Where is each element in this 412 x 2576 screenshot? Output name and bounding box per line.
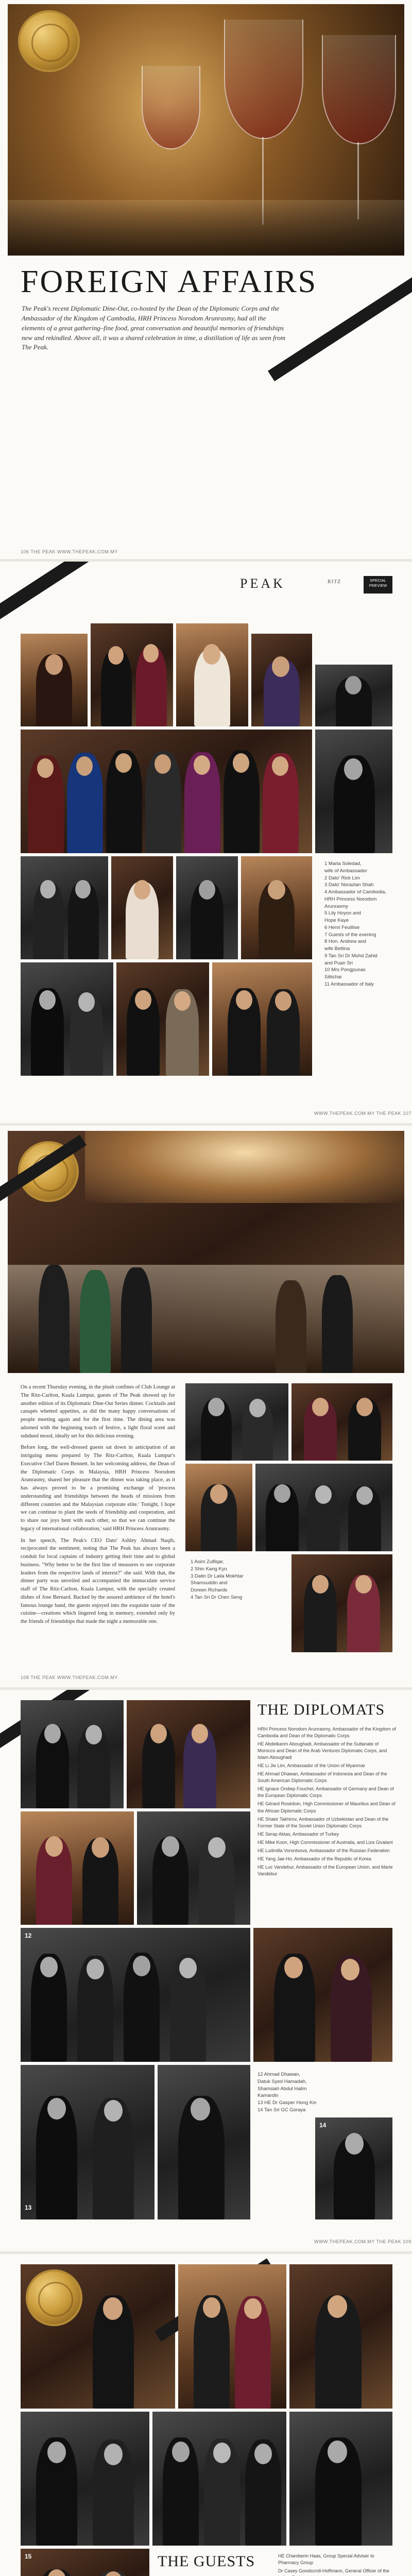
page-title: FOREIGN AFFAIRS — [21, 264, 318, 299]
article-paragraph-2: Before long, the well-dressed guests sat down in anticipation of an intriguing menu prepared by The Ritz-Carlton, Kuala Lumpur's Executive Chef Daren Bennett. In her welcoming address, the Dean of the Diplomatic Corps in Malaysia, HRH Princess Norodom Arunrasmy, shared her pleasure that the dinner was taking place, as it has always proved to be a promising exchange of 'process understanding and friendships between the heads of missions from different countries and the Malaysian corporate elite.' Tonight, I hope we can continue to plant the seeds of friendship and cooperation, and to share our joys bent with each other, so that we can continue the legacy of international collaboration,' said HRH Princess Arunrasmy. — [21, 1445, 175, 1532]
guest-photo-20 — [127, 1700, 250, 1808]
caption-block: 1 Asim Zulfiqar, 2 Shin Kang Kyu 3 Datin Dr Laila Mokhtar Shamsuddin and Doreen Richards 4 Tan Sri Dr Chen Seng — [191, 1559, 244, 1600]
guest-photo-2 — [91, 623, 173, 726]
list-item: HE Ignace Ondiep Fouchet, Ambassador of Germany and Dean of the European Diplomatic Corps — [258, 1786, 394, 1799]
article-paragraph-1: On a recent Thursday evening, in the plush confines of Club Lounge at The Ritz-Carlton, Kuala Lumpur, guests of The Peak showed up for another edition of its Diplomatic Dine-Out Series dinner. Cocktails and canapés whetted appetites, as did the many happy conversations of people meeting again and for the first time. The dining area was adorned with the beginning touch of festive, a light floral scent and subdued mood, ideally set for this delicious evening. — [21, 1384, 175, 1439]
guest-photo-23 — [21, 1928, 250, 2062]
guest-photo-24 — [253, 1928, 392, 2062]
page-folio: WWW.THEPEAK.COM.MY THE PEAK 107 — [314, 1111, 411, 1116]
caption-block: 12 Ahmad Dhawan, Datuk Syed Hamadah, Shamsiah Abdul Halim Kamardin 13 HE Dr Gasper Hong Kin 14 Tan Sri GC Goraya — [258, 2072, 317, 2113]
guest-photo-1 — [21, 634, 88, 726]
guest-photo-18 — [291, 1554, 392, 1652]
photo-number: 15 — [25, 2553, 32, 2560]
masthead-logo: PEAK — [240, 576, 285, 591]
spread-page-3 — [0, 1126, 412, 1690]
section-heading: THE DIPLOMATS — [258, 1701, 385, 1718]
guest-photo-33 — [289, 2412, 392, 2546]
guest-photo-31 — [21, 2412, 149, 2546]
list-item: HE Serap Aktas, Ambassador of Turkey — [258, 1831, 339, 1837]
guest-photo-26 — [158, 2065, 250, 2219]
guest-photo-7 — [21, 856, 108, 959]
guest-photo-28 — [21, 2264, 175, 2409]
article-body — [21, 1383, 175, 1630]
article-paragraph-3: In her speech, The Peak's CEO Dato' Ashley Ahmad Naqib, reciprocated the sentiment, noting that The Peak has always been a conduit for local captains of industry getting their time and to global business. "Why better to be the first line of measures to see corporate leaders from the respective lands of interest?" she said. With that, the dinner party was unveiled and accompanied the immaculate service staff of The Ritz-Carlton, Kuala Lumpur, with the specially created dishes of Jose Bernard. Backed by the assured ambience of the hotel's famous lounge band, the guests enjoyed into the exquisite taste of the cuisine—creations which lingered long in memory, extended only by the friends of friendships that made the night a memorable one. — [21, 1537, 175, 1624]
ceiling-chandelier — [85, 1131, 404, 1203]
guest-photo-34 — [21, 2549, 149, 2576]
guest-photo-6 — [315, 730, 392, 853]
guest-photo-29 — [178, 2264, 286, 2409]
guest-photo-5 — [315, 665, 392, 726]
spread-page-5 — [0, 2254, 412, 2576]
guest-photo-16 — [185, 1464, 252, 1551]
group-photo-large — [21, 730, 312, 853]
list-item: HE Ahmad Dhawan, Ambassador of Indonesia and Dean of the South American Diplomatic Corps — [258, 1771, 387, 1784]
list-item: Dr Casey Goodscroll-Hoffmann, General Officer of the — [278, 2568, 389, 2574]
guest-photo-27 — [315, 2117, 392, 2219]
photo-number: 13 — [25, 2204, 32, 2211]
wine-glass-right-icon — [322, 35, 396, 144]
list-item: HE Gérard Rosédoin, High Commissioner of Mauritius and Dean of the African Diplomatic Corps — [258, 1801, 396, 1814]
list-item: HE Shakir Takhirov, Ambassador of Uzbekistan and Dean of the Former State of the Soviet Union Diplomatic Corps — [258, 1816, 389, 1828]
photo-number: 14 — [319, 2122, 327, 2129]
caption-block: 1 Maria Soledad, wife of Ambassador 2 Dato' Rick Lim 3 Dato' Norazlan Shah 4 Ambassador of Cambodia, HRH Princess Norodom Arunrasmy 5 Lily Hoyon and Hope Kaye 6 Henri Feuillise 7 Guests of the evening 8 Hon. Andrew and wife Bettina 9 Tan Sri Dr Mohd Zahid and Puan Sri 10 Mrs Pongpunas Sittichai 11 Ambassador of Italy — [324, 861, 386, 988]
list-item: HE Chamberin Haas, Group Special Adviser to Pharmacy Group — [278, 2553, 374, 2566]
photo-number: 12 — [25, 1932, 32, 1939]
list-item: HE Ludmilla Vorontsova, Ambassador of the Russian Federation — [258, 1848, 390, 1853]
spread-page-2 — [0, 562, 412, 1126]
guest-photo-17 — [255, 1464, 392, 1551]
guest-photo-4 — [251, 634, 312, 726]
spread-page-4 — [0, 1690, 412, 2254]
hotel-logo: RITZ — [328, 579, 341, 585]
list-item: HE Mike Koon, High Commissioner of Australia, and Liza Givalant — [258, 1839, 393, 1845]
guest-photo-13 — [212, 962, 312, 1076]
guest-photo-19 — [21, 1700, 124, 1808]
wine-glass-back-icon — [142, 66, 200, 149]
guest-photo-11 — [21, 962, 113, 1076]
list-item: HRH Princess Norodom Arunrasmy, Ambassador of the Kingdom of Cambodia and Dean of the Diplomatic Corps — [258, 1726, 396, 1739]
wax-seal-icon — [26, 2269, 82, 2326]
guest-photo-21 — [21, 1811, 134, 1925]
guest-photo-14 — [185, 1383, 288, 1461]
list-item: HE Li Jie Lim, Ambassador of the Union of Myanmar — [258, 1763, 366, 1769]
page-folio: WWW.THEPEAK.COM.MY THE PEAK 109 — [314, 2239, 411, 2244]
section-heading: THE GUESTS — [158, 2553, 255, 2570]
standfirst: The Peak's recent Diplomatic Dine-Out, co-hosted by the Dean of the Diplomatic Corps and the Ambassador of the Kingdom of Cambodia, HRH Princess Norodom Arunrasmy, had all the elements of a great gathering–fine food, great conversation and beautiful memories of friendships new and rekindled. Above all, it was a shared celebration in time, a distillation of life as seen from The Peak. — [22, 304, 286, 351]
guests-list-col-2 — [278, 2553, 392, 2576]
guest-photo-10 — [241, 856, 312, 959]
list-item: HE Abdelkarim Aboughadi, Ambassador of the Sultanate of Morocco and Dean of the Arab Ventures Diplomatic Corps, and Islam Aboughadi — [258, 1741, 387, 1760]
page-folio: 108 THE PEAK WWW.THEPEAK.COM.MY — [21, 1675, 118, 1680]
spread-page-1 — [0, 0, 412, 562]
table-surface — [8, 200, 404, 256]
diplomats-list — [258, 1726, 397, 1879]
guest-photo-30 — [289, 2264, 392, 2409]
wax-seal-icon — [18, 10, 80, 72]
guest-photo-9 — [176, 856, 238, 959]
list-item: HE Yang Jae-Ho, Ambassador of the Republic of Korea — [258, 1856, 371, 1861]
guest-photo-15 — [291, 1383, 392, 1461]
guest-photo-22 — [137, 1811, 250, 1925]
preview-badge: SPECIAL PREVIEW — [364, 576, 392, 594]
guest-photo-12 — [116, 962, 209, 1076]
page-folio: 106 THE PEAK WWW.THEPEAK.COM.MY — [21, 549, 118, 554]
wine-glass-left-icon — [224, 20, 303, 139]
guest-photo-32 — [152, 2412, 286, 2546]
list-item: HE Luc Vandebur, Ambassador of the European Union, and Marie Vandebur — [258, 1864, 393, 1876]
guest-photo-25 — [21, 2065, 154, 2219]
guest-photo-3 — [176, 623, 248, 726]
hero-wine-glass-photo — [8, 4, 404, 256]
guest-photo-8 — [111, 856, 173, 959]
dining-room-photo — [8, 1131, 404, 1373]
